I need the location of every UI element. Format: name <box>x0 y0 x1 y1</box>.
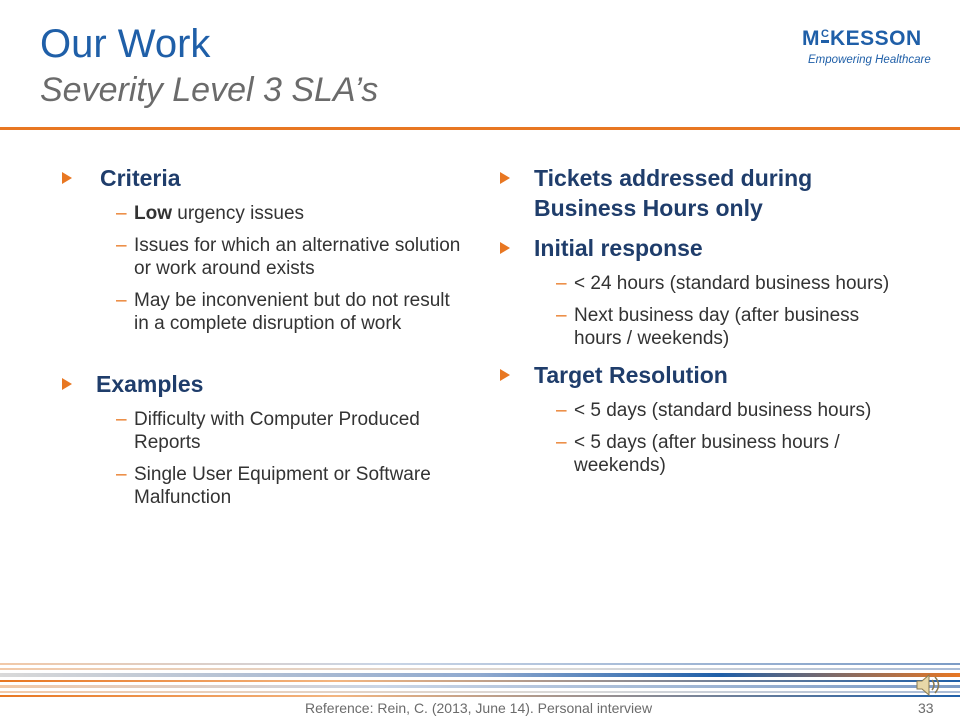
svg-text:C: C <box>821 28 830 40</box>
dash-bullet-icon: – <box>556 305 567 326</box>
footer-reference: Reference: Rein, C. (2013, June 14). Personal interview <box>305 700 653 716</box>
triangle-bullet-icon <box>62 378 72 390</box>
criteria-item <box>62 234 462 280</box>
slide-title: Our Work <box>40 22 211 66</box>
target-resolution-label: Target Resolution <box>534 362 728 388</box>
criteria-item <box>62 202 462 225</box>
target-resolution-item-text: < 5 days (standard business hours) <box>574 400 872 421</box>
dash-bullet-icon: – <box>556 432 567 453</box>
slide-subtitle: Severity Level 3 SLA’s <box>40 71 379 109</box>
dash-bullet-icon: – <box>116 235 127 256</box>
logo-tagline: Empowering Healthcare <box>808 54 931 66</box>
initial-response-item <box>500 272 910 295</box>
left-column <box>62 163 462 509</box>
examples-item <box>62 408 462 454</box>
target-resolution-item <box>500 431 910 477</box>
triangle-bullet-icon <box>500 172 510 184</box>
title-divider <box>0 127 960 130</box>
triangle-bullet-icon <box>62 172 72 184</box>
criteria-item <box>62 289 462 335</box>
examples-item-text: Difficulty with Computer Produced Reports <box>134 409 420 453</box>
examples-heading <box>62 369 462 399</box>
dash-bullet-icon: – <box>556 273 567 294</box>
criteria-item-emphasis: Low <box>134 203 172 224</box>
tickets-heading <box>500 163 910 223</box>
tickets-label: Tickets addressed during Business Hours only <box>534 165 813 221</box>
svg-text:M: M <box>802 27 820 48</box>
examples-label: Examples <box>96 371 204 397</box>
right-column <box>500 163 910 477</box>
initial-response-item <box>500 304 910 350</box>
dash-bullet-icon: – <box>116 203 127 224</box>
dash-bullet-icon: – <box>116 464 127 485</box>
criteria-item-text: Issues for which an alternative solution or work around exists <box>134 235 461 279</box>
initial-response-label: Initial response <box>534 235 703 261</box>
mckesson-logo <box>802 26 942 66</box>
logo-wordmark-svg <box>802 26 942 48</box>
initial-response-item-text: Next business day (after business hours / weekends) <box>574 305 860 349</box>
page-number: 33 <box>918 700 934 716</box>
examples-item-text: Single User Equipment or Software Malfunction <box>134 464 431 508</box>
svg-text:KESSON: KESSON <box>830 27 922 48</box>
target-resolution-item-text: < 5 days (after business hours / weekends) <box>574 432 840 476</box>
triangle-bullet-icon <box>500 242 510 254</box>
criteria-label: Criteria <box>100 165 181 191</box>
target-resolution-item <box>500 399 910 422</box>
dash-bullet-icon: – <box>116 290 127 311</box>
speaker-icon[interactable] <box>914 672 944 698</box>
logo-wordmark <box>802 26 942 53</box>
initial-response-heading <box>500 233 910 263</box>
triangle-bullet-icon <box>500 369 510 381</box>
criteria-heading <box>62 163 462 193</box>
criteria-item-text: May be inconvenient but do not result in a complete disruption of work <box>134 290 450 334</box>
examples-item <box>62 463 462 509</box>
dash-bullet-icon: – <box>556 400 567 421</box>
initial-response-item-text: < 24 hours (standard business hours) <box>574 273 890 294</box>
footer-stripes <box>0 661 960 701</box>
dash-bullet-icon: – <box>116 409 127 430</box>
target-resolution-heading <box>500 360 910 390</box>
criteria-item-text: urgency issues <box>172 203 305 224</box>
